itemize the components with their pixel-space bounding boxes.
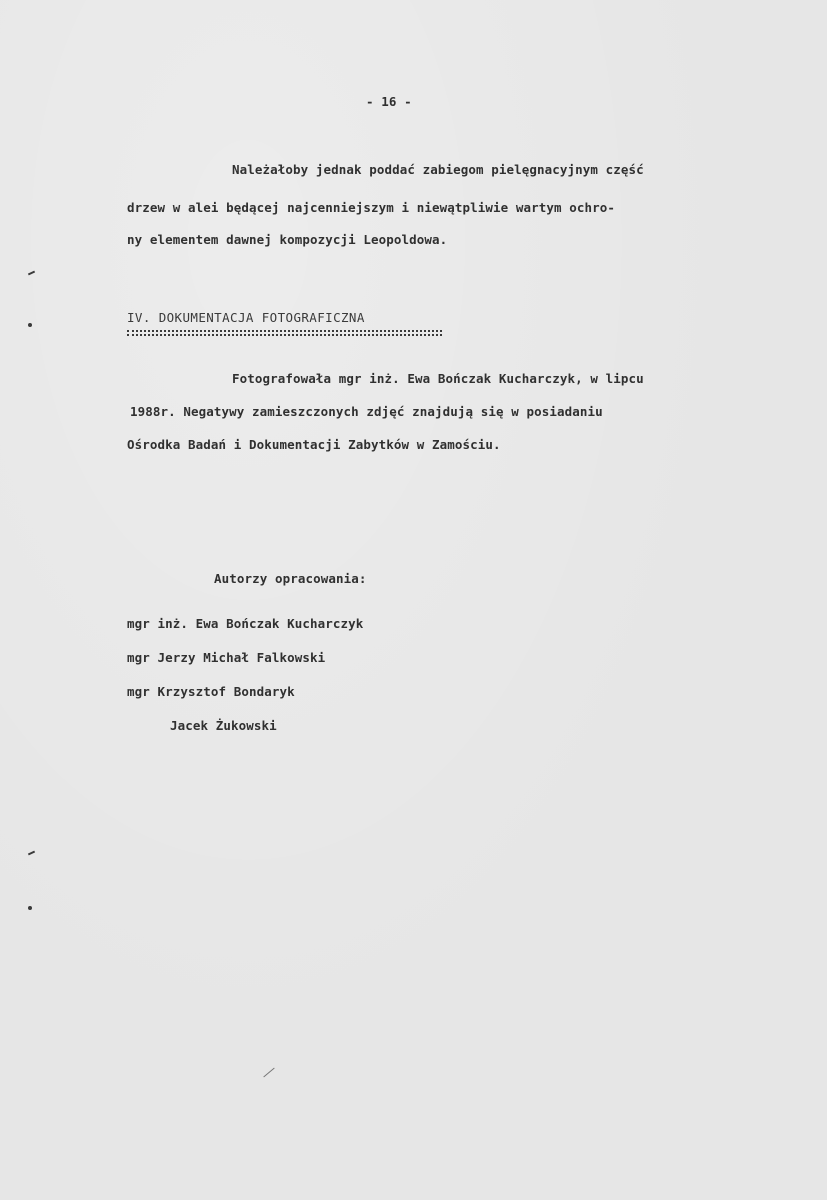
- stray-pencil-mark: [263, 1068, 274, 1078]
- paragraph1-line-2: drzew w alei będącej najcenniejszym i niewątpliwie wartym ochro-: [127, 200, 616, 215]
- paragraph1-line-3: ny elementem dawnej kompozycji Leopoldowa.: [127, 232, 448, 247]
- margin-tick-mark: [28, 851, 35, 856]
- authors-label: Autorzy opracowania:: [214, 571, 367, 586]
- paragraph2-line-3: Ośrodka Badań i Dokumentacji Zabytków w Zamościu.: [127, 437, 501, 452]
- paragraph2-line-1: Fotografowała mgr inż. Ewa Bończak Kucharczyk, w lipcu: [232, 371, 644, 386]
- paragraph1-line-1: Należałoby jednak poddać zabiegom pielęgnacyjnym część: [232, 162, 644, 177]
- margin-dot-mark: [28, 323, 32, 327]
- author-name-4: Jacek Żukowski: [170, 718, 277, 733]
- author-name-1: mgr inż. Ewa Bończak Kucharczyk: [127, 616, 364, 631]
- author-name-3: mgr Krzysztof Bondaryk: [127, 684, 295, 699]
- page-number: - 16 -: [366, 94, 412, 109]
- author-name-2: mgr Jerzy Michał Falkowski: [127, 650, 326, 665]
- section-heading: IV. DOKUMENTACJA FOTOGRAFICZNA: [127, 310, 365, 325]
- margin-dot-mark: [28, 906, 32, 910]
- paragraph2-line-2: 1988r. Negatywy zamieszczonych zdjęć znajdują się w posiadaniu: [130, 404, 603, 419]
- heading-underline: [127, 330, 442, 336]
- margin-tick-mark: [28, 271, 35, 276]
